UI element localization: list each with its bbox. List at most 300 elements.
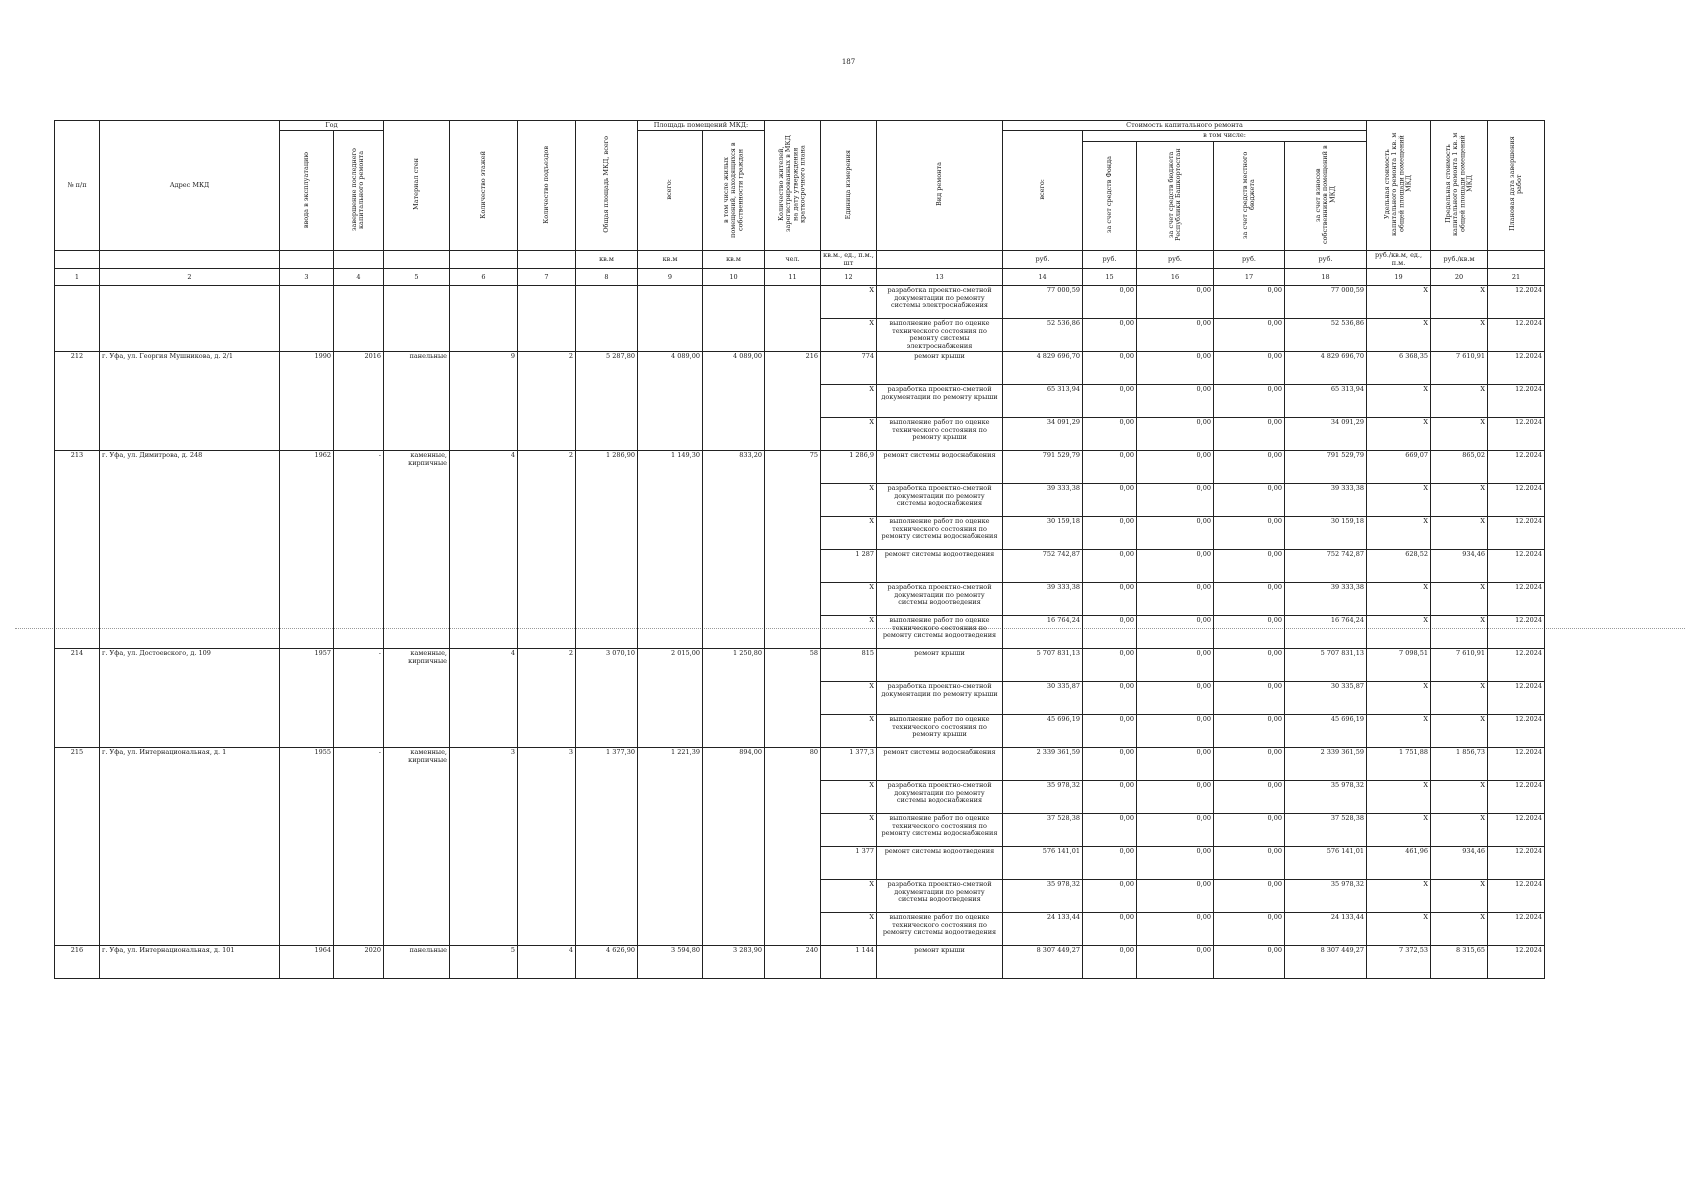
cell-res: 80	[765, 748, 821, 781]
cell-c19: 6 368,35	[1367, 352, 1431, 385]
cell-c21: 12.2024	[1488, 286, 1545, 319]
cell-fl	[450, 715, 518, 748]
cell-mat	[384, 616, 450, 649]
cell-c17: 0,00	[1214, 946, 1285, 979]
cell-a9	[638, 517, 703, 550]
cell-work: разработка проектно-сметной документации по ремонту крыши	[877, 385, 1003, 418]
cell-fl	[450, 682, 518, 715]
cell-a8	[576, 583, 638, 616]
units-row	[55, 251, 1545, 269]
column-number-cell: 4	[334, 269, 384, 286]
cell-no	[55, 616, 100, 649]
cell-c20: X	[1431, 715, 1488, 748]
cell-address: г. Уфа, ул. Георгия Мушникова, д. 2/1	[100, 352, 280, 385]
cell-mat	[384, 319, 450, 352]
cell-c15: 0,00	[1083, 550, 1137, 583]
cell-c16: 0,00	[1137, 781, 1214, 814]
cell-work: выполнение работ по оценке технического состояния по ремонту системы водоотведения	[877, 616, 1003, 649]
column-numbers-row	[55, 269, 1545, 286]
cell-c18: 30 335,87	[1285, 682, 1367, 715]
column-number-cell: 5	[384, 269, 450, 286]
hdr-limit-cost: Предельная стоимость капитального ремонта 1 кв. м общей площади помещений МКД	[1431, 121, 1488, 251]
cell-c15: 0,00	[1083, 649, 1137, 682]
cell-c14: 4 829 696,70	[1003, 352, 1083, 385]
hdr-work-type: Вид ремонта	[877, 121, 1003, 251]
unit-cell	[384, 251, 450, 269]
cell-c21: 12.2024	[1488, 748, 1545, 781]
cell-res	[765, 616, 821, 649]
table-row	[55, 616, 1545, 649]
cell-c21: 12.2024	[1488, 781, 1545, 814]
cell-y1: 1955	[280, 748, 334, 781]
cell-c19: X	[1367, 781, 1431, 814]
cell-a8	[576, 847, 638, 880]
cell-c18: 16 764,24	[1285, 616, 1367, 649]
cell-c14: 30 159,18	[1003, 517, 1083, 550]
cell-a9	[638, 418, 703, 451]
cell-en: 2	[518, 451, 576, 484]
unit-cell: кв.м	[703, 251, 765, 269]
cell-unit: X	[821, 286, 877, 319]
cell-a8	[576, 286, 638, 319]
cell-c21: 12.2024	[1488, 913, 1545, 946]
cell-y2	[334, 616, 384, 649]
cell-a10	[703, 913, 765, 946]
cell-c15: 0,00	[1083, 814, 1137, 847]
cell-y2: 2020	[334, 946, 384, 979]
cell-res	[765, 880, 821, 913]
cell-c14: 576 141,01	[1003, 847, 1083, 880]
cell-c20: 934,46	[1431, 550, 1488, 583]
cell-c18: 52 536,86	[1285, 319, 1367, 352]
cell-fl: 9	[450, 352, 518, 385]
cell-c15: 0,00	[1083, 385, 1137, 418]
cell-c16: 0,00	[1137, 682, 1214, 715]
cell-y1	[280, 286, 334, 319]
cell-unit: X	[821, 583, 877, 616]
cell-fl	[450, 781, 518, 814]
cell-c19: X	[1367, 880, 1431, 913]
cell-unit: 1 377,3	[821, 748, 877, 781]
cell-c17: 0,00	[1214, 715, 1285, 748]
cell-c15: 0,00	[1083, 484, 1137, 517]
cell-fl	[450, 418, 518, 451]
cell-fl: 4	[450, 649, 518, 682]
hdr-unit-cost: Удельная стоимость капитального ремонта 1 кв. м общей площади помещений МКД	[1367, 121, 1431, 251]
cell-c15: 0,00	[1083, 847, 1137, 880]
cell-c18: 35 978,32	[1285, 781, 1367, 814]
cell-c16: 0,00	[1137, 946, 1214, 979]
cell-mat	[384, 583, 450, 616]
cell-a9	[638, 286, 703, 319]
cell-c17: 0,00	[1214, 781, 1285, 814]
cell-work: выполнение работ по оценке технического состояния по ремонту системы водоснабжения	[877, 814, 1003, 847]
cell-en	[518, 847, 576, 880]
cell-a10: 3 283,90	[703, 946, 765, 979]
cell-res: 240	[765, 946, 821, 979]
cell-c21: 12.2024	[1488, 946, 1545, 979]
cell-unit: X	[821, 517, 877, 550]
cell-a8	[576, 517, 638, 550]
cell-a10: 4 089,00	[703, 352, 765, 385]
cell-work: выполнение работ по оценке технического состояния по ремонту системы водоотведения	[877, 913, 1003, 946]
cell-c20: X	[1431, 880, 1488, 913]
cell-a10: 894,00	[703, 748, 765, 781]
cell-c17: 0,00	[1214, 352, 1285, 385]
cell-c15: 0,00	[1083, 682, 1137, 715]
cell-unit: X	[821, 616, 877, 649]
cell-c17: 0,00	[1214, 319, 1285, 352]
column-number-cell: 6	[450, 269, 518, 286]
cell-c19: X	[1367, 616, 1431, 649]
cell-c19: X	[1367, 418, 1431, 451]
cell-no	[55, 715, 100, 748]
cell-en	[518, 583, 576, 616]
cell-a9	[638, 583, 703, 616]
cell-work: ремонт системы водоотведения	[877, 550, 1003, 583]
cell-a8	[576, 715, 638, 748]
cell-address: г. Уфа, ул. Достоевского, д. 109	[100, 649, 280, 682]
column-number-cell: 17	[1214, 269, 1285, 286]
cell-fl	[450, 286, 518, 319]
cell-c14: 752 742,87	[1003, 550, 1083, 583]
cell-no	[55, 319, 100, 352]
cell-a8	[576, 682, 638, 715]
unit-cell	[877, 251, 1003, 269]
cell-unit: X	[821, 682, 877, 715]
cell-c20: X	[1431, 517, 1488, 550]
cell-en	[518, 418, 576, 451]
cell-mat	[384, 913, 450, 946]
cell-address	[100, 880, 280, 913]
column-number-cell: 14	[1003, 269, 1083, 286]
cell-res	[765, 913, 821, 946]
unit-cell	[100, 251, 280, 269]
cell-a8	[576, 616, 638, 649]
cell-address: г. Уфа, ул. Интернациональная, д. 101	[100, 946, 280, 979]
cell-y2	[334, 385, 384, 418]
unit-cell	[1488, 251, 1545, 269]
cell-a9	[638, 715, 703, 748]
cell-work: ремонт крыши	[877, 946, 1003, 979]
cell-fl: 5	[450, 946, 518, 979]
cell-address	[100, 715, 280, 748]
unit-cell: кв.м., ед., п.м., шт	[821, 251, 877, 269]
cell-fl	[450, 583, 518, 616]
cell-c16: 0,00	[1137, 352, 1214, 385]
cell-c20: 7 610,91	[1431, 649, 1488, 682]
table-row	[55, 286, 1545, 319]
cell-res: 58	[765, 649, 821, 682]
cell-c18: 24 133,44	[1285, 913, 1367, 946]
unit-cell	[518, 251, 576, 269]
unit-cell: руб./кв.м	[1431, 251, 1488, 269]
cell-c18: 791 529,79	[1285, 451, 1367, 484]
cell-no	[55, 682, 100, 715]
cell-c21: 12.2024	[1488, 847, 1545, 880]
cell-c18: 752 742,87	[1285, 550, 1367, 583]
unit-cell: кв.м	[576, 251, 638, 269]
cell-c15: 0,00	[1083, 946, 1137, 979]
cell-no	[55, 385, 100, 418]
cell-c19: X	[1367, 913, 1431, 946]
column-number-cell: 15	[1083, 269, 1137, 286]
cell-c14: 45 696,19	[1003, 715, 1083, 748]
cell-y1: 1990	[280, 352, 334, 385]
table-row	[55, 946, 1545, 979]
cell-en	[518, 286, 576, 319]
cell-fl	[450, 517, 518, 550]
column-number-cell: 9	[638, 269, 703, 286]
cell-c19: X	[1367, 385, 1431, 418]
cell-fl	[450, 484, 518, 517]
cell-a10	[703, 517, 765, 550]
cell-c18: 5 707 831,13	[1285, 649, 1367, 682]
cell-a10	[703, 418, 765, 451]
cell-en	[518, 715, 576, 748]
unit-cell	[450, 251, 518, 269]
cell-en	[518, 616, 576, 649]
cell-a9: 1 149,30	[638, 451, 703, 484]
cell-address	[100, 781, 280, 814]
cell-a8: 4 626,90	[576, 946, 638, 979]
cell-y2	[334, 286, 384, 319]
unit-cell	[55, 251, 100, 269]
table-row	[55, 484, 1545, 517]
cell-c20: 1 856,73	[1431, 748, 1488, 781]
cell-unit: X	[821, 484, 877, 517]
cell-c18: 65 313,94	[1285, 385, 1367, 418]
cell-y1	[280, 616, 334, 649]
cell-a8: 5 287,80	[576, 352, 638, 385]
cell-a9: 4 089,00	[638, 352, 703, 385]
cell-work: разработка проектно-сметной документации по ремонту системы водоотведения	[877, 880, 1003, 913]
cell-c20: X	[1431, 286, 1488, 319]
cell-a10: 833,20	[703, 451, 765, 484]
cell-c19: X	[1367, 286, 1431, 319]
cell-a9	[638, 682, 703, 715]
cell-a9	[638, 847, 703, 880]
cell-c21: 12.2024	[1488, 880, 1545, 913]
cell-unit: 1 286,9	[821, 451, 877, 484]
unit-cell: руб./кв.м, ед., п.м.	[1367, 251, 1431, 269]
cell-y1: 1962	[280, 451, 334, 484]
cell-y2	[334, 319, 384, 352]
cell-c14: 39 333,38	[1003, 484, 1083, 517]
cell-unit: 1 144	[821, 946, 877, 979]
cell-c14: 65 313,94	[1003, 385, 1083, 418]
cell-c19: X	[1367, 715, 1431, 748]
cell-mat	[384, 781, 450, 814]
cell-c19: 7 372,53	[1367, 946, 1431, 979]
column-number-cell: 7	[518, 269, 576, 286]
cell-address	[100, 385, 280, 418]
cell-a9	[638, 913, 703, 946]
cell-c19: 461,96	[1367, 847, 1431, 880]
cell-c17: 0,00	[1214, 847, 1285, 880]
cell-c16: 0,00	[1137, 550, 1214, 583]
table-row	[55, 517, 1545, 550]
cell-no	[55, 418, 100, 451]
cell-a9	[638, 814, 703, 847]
cell-address	[100, 814, 280, 847]
cell-c18: 8 307 449,27	[1285, 946, 1367, 979]
cell-a10	[703, 682, 765, 715]
cell-work: разработка проектно-сметной документации по ремонту системы водоснабжения	[877, 484, 1003, 517]
cell-c15: 0,00	[1083, 286, 1137, 319]
column-number-cell: 19	[1367, 269, 1431, 286]
cell-en	[518, 385, 576, 418]
cell-a10	[703, 847, 765, 880]
cell-work: ремонт системы водоснабжения	[877, 451, 1003, 484]
cell-y1	[280, 715, 334, 748]
cell-c15: 0,00	[1083, 418, 1137, 451]
cell-y2	[334, 715, 384, 748]
hdr-incl: в том числе:	[1083, 131, 1367, 141]
table-row	[55, 451, 1545, 484]
cell-c21: 12.2024	[1488, 418, 1545, 451]
cell-c16: 0,00	[1137, 649, 1214, 682]
cell-y2: -	[334, 649, 384, 682]
cell-fl	[450, 319, 518, 352]
hdr-no: № п/п	[55, 121, 100, 251]
cell-c15: 0,00	[1083, 616, 1137, 649]
cell-unit: 774	[821, 352, 877, 385]
cell-y2: -	[334, 748, 384, 781]
cell-c14: 24 133,44	[1003, 913, 1083, 946]
hdr-owners: за счет взносов собственников помещений в МКД	[1285, 141, 1367, 250]
table-row	[55, 715, 1545, 748]
cell-res	[765, 847, 821, 880]
cell-c19: X	[1367, 682, 1431, 715]
cell-c19: X	[1367, 319, 1431, 352]
cell-c18: 37 528,38	[1285, 814, 1367, 847]
cell-y1	[280, 550, 334, 583]
cell-c20: X	[1431, 418, 1488, 451]
table-row	[55, 352, 1545, 385]
cell-no	[55, 913, 100, 946]
hdr-fund: за счет средств Фонда	[1083, 141, 1137, 250]
cell-c14: 2 339 361,59	[1003, 748, 1083, 781]
cell-address	[100, 319, 280, 352]
cell-res	[765, 484, 821, 517]
cell-c16: 0,00	[1137, 616, 1214, 649]
column-number-cell: 3	[280, 269, 334, 286]
cell-no	[55, 517, 100, 550]
cell-en: 3	[518, 748, 576, 781]
table-row	[55, 781, 1545, 814]
cell-c18: 77 000,59	[1285, 286, 1367, 319]
cell-fl: 3	[450, 748, 518, 781]
cell-mat	[384, 550, 450, 583]
cell-res	[765, 550, 821, 583]
cell-c16: 0,00	[1137, 319, 1214, 352]
table-body	[55, 286, 1545, 979]
cell-c19: X	[1367, 517, 1431, 550]
cell-c21: 12.2024	[1488, 583, 1545, 616]
cell-c16: 0,00	[1137, 418, 1214, 451]
cell-c17: 0,00	[1214, 880, 1285, 913]
cell-address	[100, 418, 280, 451]
cell-c19: 669,07	[1367, 451, 1431, 484]
cell-c17: 0,00	[1214, 385, 1285, 418]
cell-c15: 0,00	[1083, 352, 1137, 385]
cell-en	[518, 550, 576, 583]
cell-c14: 5 707 831,13	[1003, 649, 1083, 682]
cell-y2: 2016	[334, 352, 384, 385]
cell-a8: 3 070,10	[576, 649, 638, 682]
cell-c17: 0,00	[1214, 616, 1285, 649]
cell-unit: X	[821, 781, 877, 814]
cell-c20: X	[1431, 616, 1488, 649]
cell-no: 212	[55, 352, 100, 385]
cell-mat	[384, 484, 450, 517]
cell-y1: 1957	[280, 649, 334, 682]
cell-fl	[450, 847, 518, 880]
cell-c19: X	[1367, 484, 1431, 517]
cell-a10	[703, 286, 765, 319]
cell-res: 75	[765, 451, 821, 484]
column-number-cell: 13	[877, 269, 1003, 286]
cell-address	[100, 616, 280, 649]
cell-c18: 39 333,38	[1285, 583, 1367, 616]
cell-y2	[334, 880, 384, 913]
cell-y1	[280, 847, 334, 880]
cell-c16: 0,00	[1137, 715, 1214, 748]
cell-res	[765, 385, 821, 418]
cell-a9	[638, 319, 703, 352]
hdr-year-last-repair: завершение последнего капитального ремонта	[334, 131, 384, 251]
cell-a10	[703, 880, 765, 913]
cell-c14: 35 978,32	[1003, 880, 1083, 913]
cell-en	[518, 814, 576, 847]
cell-c19: 7 098,51	[1367, 649, 1431, 682]
unit-cell: кв.м	[638, 251, 703, 269]
table-row	[55, 880, 1545, 913]
column-number-cell: 11	[765, 269, 821, 286]
cell-res	[765, 286, 821, 319]
cell-c19: 628,52	[1367, 550, 1431, 583]
cell-c17: 0,00	[1214, 517, 1285, 550]
cell-c17: 0,00	[1214, 748, 1285, 781]
cell-fl	[450, 814, 518, 847]
cell-a8	[576, 781, 638, 814]
cell-c20: X	[1431, 814, 1488, 847]
cell-fl	[450, 913, 518, 946]
cell-unit: 815	[821, 649, 877, 682]
cell-a10	[703, 385, 765, 418]
column-number-cell: 20	[1431, 269, 1488, 286]
cell-unit: X	[821, 880, 877, 913]
cell-a8: 1 377,30	[576, 748, 638, 781]
cell-res	[765, 583, 821, 616]
cell-c16: 0,00	[1137, 880, 1214, 913]
column-number-cell: 1	[55, 269, 100, 286]
table-row	[55, 682, 1545, 715]
hdr-floors: Количество этажей	[450, 121, 518, 251]
table-row	[55, 319, 1545, 352]
cell-c20: 934,46	[1431, 847, 1488, 880]
cell-a9	[638, 385, 703, 418]
cell-y2	[334, 682, 384, 715]
cell-c18: 45 696,19	[1285, 715, 1367, 748]
cell-res	[765, 715, 821, 748]
cell-res: 216	[765, 352, 821, 385]
cell-work: ремонт крыши	[877, 352, 1003, 385]
cell-a10	[703, 484, 765, 517]
cell-c16: 0,00	[1137, 583, 1214, 616]
cell-a8	[576, 880, 638, 913]
